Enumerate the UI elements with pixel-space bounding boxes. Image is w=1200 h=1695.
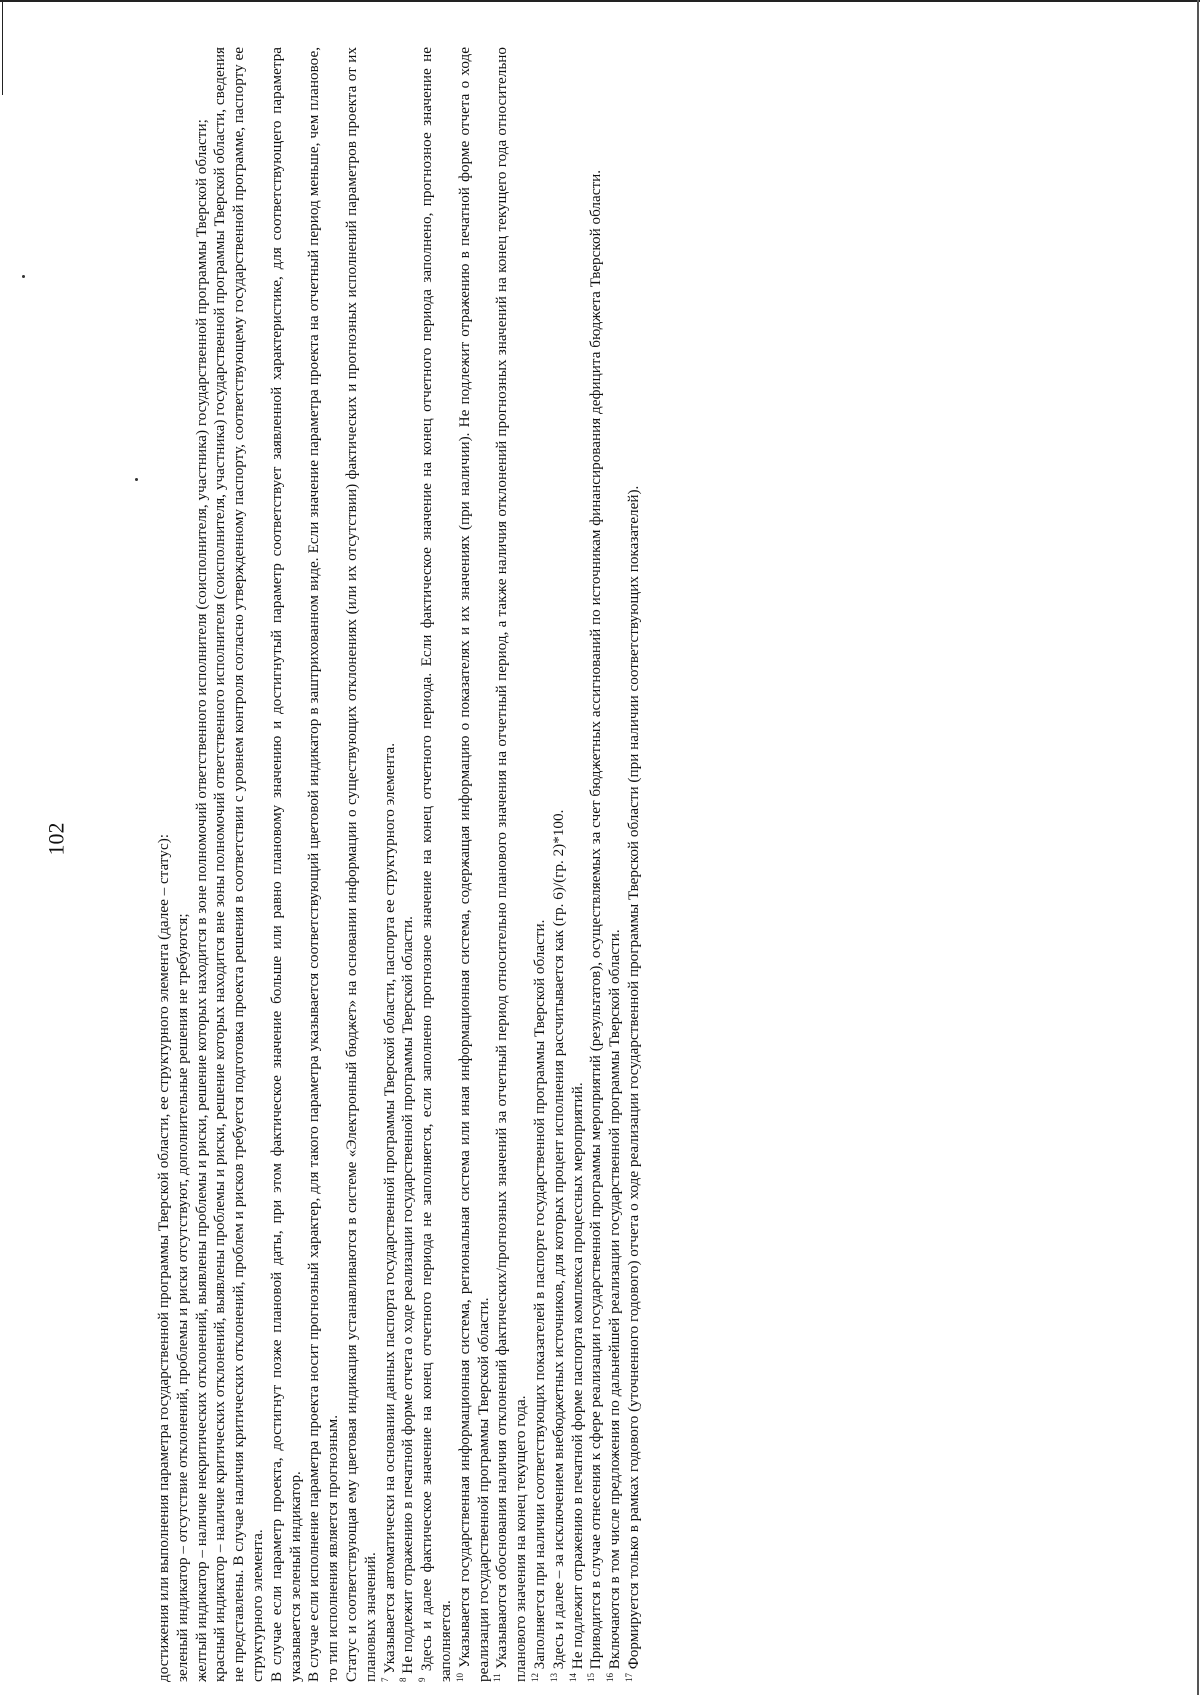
scan-speck: [135, 478, 138, 481]
footnote-number: 11: [492, 1673, 503, 1682]
footnote-text: Включаются в том числе предложения по дальнейшей реализации государственной программы Тверской области.: [606, 929, 624, 1670]
rotated-text-block: [155, 47, 975, 1682]
footnote-text: Приводится в случае отнесения к сфере реализации государственной программы мероприятий (результатов), осуществляемых за счет бюджетных ассигнований по источникам финансирования дефицита бюджета Тверской области.: [587, 169, 605, 1670]
footnote-text: Не подлежит отражению в печатной форме паспорта комплекса процессных мероприятий.: [568, 1082, 586, 1670]
footnote-number: 15: [586, 1673, 597, 1682]
footnote-number: 14: [567, 1673, 578, 1682]
scan-top-border: [0, 0, 1200, 2]
page-number: [40, 822, 100, 856]
footnote-text: Указываются обоснования наличия отклонений фактических/прогнозных значений за отчетный период относительно планового значения на отчетный период, а также наличия отклонений прогнозных значений на конец текущего года относительно планового значения на конец текущего года.: [493, 46, 530, 1682]
footnote: [418, 47, 456, 1682]
footnote-text: Здесь и далее фактическое значение на конец отчетного периода не заполняется, если заполнено прогнозное значение на конец отчетного периода. Если фактическое значение на конец отчетного периода заполнено, прогнозное значение не заполняется.: [418, 46, 454, 1682]
paragraph: Статус и соответствующая ему цветовая индикация устанавливаются в системе «Электронный бюджет» на основании информации о существующих отклонениях (или их отсутствии) фактических и прогнозных исполнений параметров проекта от их плановых значений.: [342, 47, 379, 1682]
paragraph: достижения или выполнения параметра государственной программы Тверской области, ее структурного элемента (далее – статус):: [155, 834, 172, 1682]
footnote-number: 8: [398, 1677, 409, 1682]
footnote-number: 9: [417, 1677, 428, 1682]
scan-right-border: [1197, 0, 1199, 1695]
footnote-text: Формируется только в рамках годового (уточненного годового) отчета о ходе реализации государственной программы Тверской области (при наличии соответствующих показателей).: [624, 485, 642, 1670]
paragraph: желтый индикатор – наличие некритических отклонений, выявлены проблемы и риски, решение которых находится в зоне полномочий ответственного исполнителя (соисполнителя, участника) государственной программы Тверской области;: [192, 119, 210, 1682]
scan-speck: [22, 275, 25, 278]
footnote: [493, 47, 531, 1682]
footnote-text: Заполняется при наличии соответствующих показателей в паспорте государственной программы Тверской области.: [530, 919, 548, 1670]
scan-left-border: [2, 0, 3, 95]
paragraph: зеленый индикатор – отсутствие отклонений, проблемы и риски отсутствуют, дополнительные решения не требуются;: [173, 913, 191, 1682]
paragraph: В случае если исполнение параметра проекта носит прогнозный характер, для такого параметра указывается соответствующий цветовой индикатор в заштрихованном виде. Если значение параметра проекта на отчетный период меньше, чем плановое, то тип исполнения является прогнозным.: [305, 47, 342, 1682]
footnote: [381, 47, 400, 1682]
footnote-number: 13: [548, 1673, 559, 1682]
footnote-number: 17: [623, 1673, 634, 1682]
paragraph: В случае если параметр проекта, достигнут позже плановой даты, при этом фактическое значение больше или равно плановому значению и достигнутый параметр соответствует заявленной характеристике, для соответствующего параметра указывается зеленый индикатор.: [267, 47, 304, 1682]
footnote: [531, 47, 550, 1682]
footnote-text: Не подлежит отражению в печатной форме отчета о ходе реализации государственной программы Тверской области.: [399, 916, 417, 1674]
footnote: [625, 47, 644, 1682]
footnote: [399, 47, 418, 1682]
footnote-text: Указывается автоматически на основании данных паспорта государственной программы Тверской области, паспорта ее структурного элемента.: [380, 742, 398, 1674]
footnote: [569, 47, 588, 1682]
footnote-number: 7: [379, 1677, 390, 1682]
footnote: [587, 47, 606, 1682]
footnote: [550, 47, 569, 1682]
page-number-text: 102: [43, 822, 69, 856]
footnote-number: 10: [454, 1673, 465, 1682]
footnote-text: Здесь и далее – за исключением внебюджетных источников, для которых процент исполнения рассчитывается как (гр. 6)/(гр. 2)*100.: [549, 809, 567, 1670]
footnote: [456, 47, 494, 1682]
paragraph: красный индикатор – наличие критических отклонений, выявлены проблемы и риски, решение которых находится вне зоны полномочий ответственного исполнителя (соисполнителя, участника) государственной программы Тверской области, сведения не представлены. В случае наличия критических отклонений, проблем и рисков требуется подготовка проекта решения в соответствии с уровнем контроля согласно утвержденному паспорту, соответствующему государственной программе, паспорту ее структурного элемента.: [211, 47, 266, 1682]
footnote-number: 12: [529, 1673, 540, 1682]
footnote-number: 16: [605, 1673, 616, 1682]
footnote-text: Указывается государственная информационная система, региональная система или иная информационная система, содержащая информацию о показателях и их значениях (при наличии). Не подлежит отражению в печатной форме отчета о ходе реализации государственной программы Тверской области.: [455, 47, 492, 1682]
footnote: [606, 47, 625, 1682]
